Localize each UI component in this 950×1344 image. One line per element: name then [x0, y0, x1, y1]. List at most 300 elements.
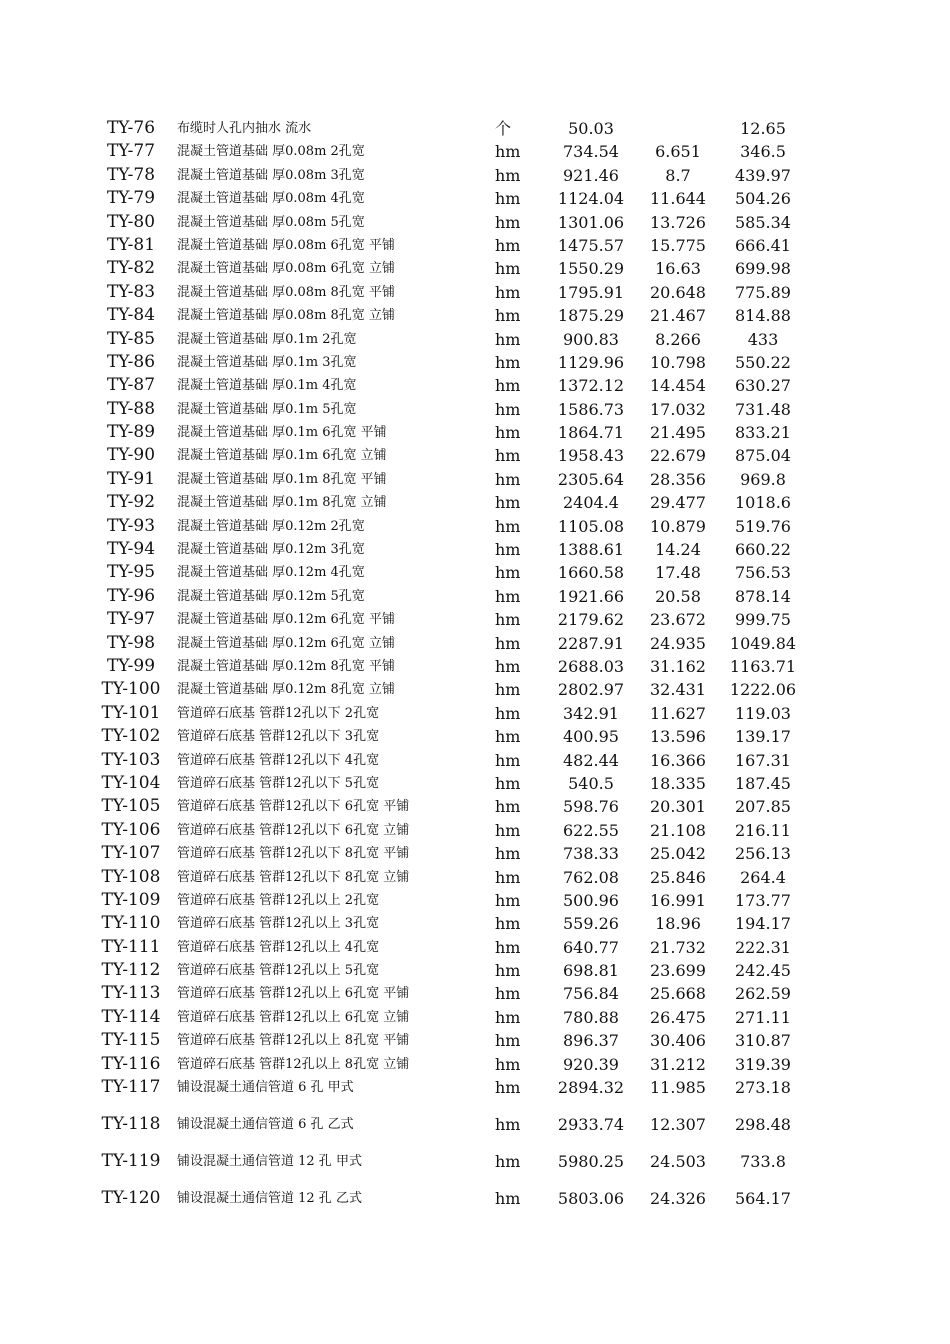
description-cell: 混凝土管道基础 厚0.08m 2孔宽: [177, 144, 365, 160]
description-cell: 铺设混凝土通信管道 12 孔 乙式: [177, 1191, 362, 1207]
unit-cell: hm: [495, 282, 521, 302]
table-row: [0, 281, 950, 304]
value-2-cell: 14.24: [655, 540, 701, 560]
unit-cell: hm: [495, 867, 521, 887]
description-cell: 混凝土管道基础 厚0.08m 4孔宽: [177, 191, 365, 207]
value-2-cell: 10.798: [650, 352, 706, 372]
value-3-cell: 242.45: [735, 961, 791, 981]
value-1-cell: 5980.25: [557, 1152, 625, 1172]
unit-cell: hm: [495, 469, 521, 489]
code-cell: TY-79: [106, 188, 156, 209]
value-1-cell: 1301.06: [557, 212, 625, 232]
unit-cell: hm: [495, 680, 521, 700]
value-2-cell: 11.985: [650, 1078, 706, 1098]
value-2-cell: 16.366: [650, 750, 706, 770]
value-2-cell: 17.032: [650, 399, 706, 419]
value-1-cell: 1864.71: [557, 423, 625, 443]
code-cell: TY-102: [101, 726, 161, 747]
value-1-cell: 920.39: [563, 1054, 619, 1074]
table-row: [0, 1150, 950, 1187]
description-cell: 混凝土管道基础 厚0.08m 6孔宽 平铺: [177, 237, 395, 253]
code-cell: TY-113: [101, 983, 161, 1004]
description-cell: 混凝土管道基础 厚0.1m 3孔宽: [177, 354, 357, 370]
description-cell: 混凝土管道基础 厚0.08m 8孔宽 平铺: [177, 284, 395, 300]
unit-cell: hm: [495, 656, 521, 676]
unit-cell: hm: [495, 563, 521, 583]
description-cell: 混凝土管道基础 厚0.12m 4孔宽: [177, 565, 365, 581]
value-2-cell: 28.356: [650, 469, 706, 489]
table-row: [0, 1187, 950, 1224]
unit-cell: hm: [495, 1115, 521, 1135]
code-cell: TY-91: [106, 468, 156, 489]
value-1-cell: 1550.29: [557, 259, 625, 279]
unit-cell: hm: [495, 914, 521, 934]
table-row: [0, 632, 950, 655]
code-cell: TY-111: [101, 936, 161, 957]
description-cell: 铺设混凝土通信管道 6 孔 甲式: [177, 1080, 354, 1096]
value-3-cell: 660.22: [735, 540, 791, 560]
table-row: [0, 421, 950, 444]
code-cell: TY-120: [101, 1188, 161, 1209]
table-row: [0, 1053, 950, 1076]
table-row: [0, 351, 950, 374]
value-1-cell: 734.54: [563, 142, 619, 162]
value-1-cell: 1475.57: [557, 235, 625, 255]
table-row: [0, 117, 950, 140]
description-cell: 混凝土管道基础 厚0.1m 6孔宽 立铺: [177, 448, 387, 464]
description-cell: 管道碎石底基 管群12孔以上 2孔宽: [177, 892, 380, 908]
table-row: [0, 655, 950, 678]
quota-table: [0, 117, 950, 1224]
table-row: [0, 936, 950, 959]
value-3-cell: 433: [747, 329, 779, 349]
table-row: [0, 538, 950, 561]
value-3-cell: 1049.84: [729, 633, 797, 653]
value-3-cell: 222.31: [735, 937, 791, 957]
code-cell: TY-112: [101, 960, 161, 981]
value-2-cell: 21.108: [650, 820, 706, 840]
unit-cell: hm: [495, 984, 521, 1004]
unit-cell: hm: [495, 1031, 521, 1051]
value-3-cell: 775.89: [735, 282, 791, 302]
value-2-cell: 16.991: [650, 890, 706, 910]
value-3-cell: 319.39: [735, 1054, 791, 1074]
code-cell: TY-85: [106, 328, 156, 349]
unit-cell: hm: [495, 306, 521, 326]
table-row: [0, 257, 950, 280]
value-1-cell: 900.83: [563, 329, 619, 349]
value-1-cell: 1875.29: [557, 306, 625, 326]
value-3-cell: 878.14: [735, 586, 791, 606]
value-2-cell: 23.672: [650, 610, 706, 630]
table-row: [0, 678, 950, 701]
value-3-cell: 550.22: [735, 352, 791, 372]
value-1-cell: 540.5: [568, 773, 614, 793]
unit-cell: hm: [495, 423, 521, 443]
description-cell: 混凝土管道基础 厚0.1m 5孔宽: [177, 401, 357, 417]
description-cell: 管道碎石底基 管群12孔以上 5孔宽: [177, 963, 380, 979]
value-1-cell: 500.96: [563, 890, 619, 910]
description-cell: 混凝土管道基础 厚0.12m 6孔宽 立铺: [177, 635, 395, 651]
value-1-cell: 1372.12: [557, 376, 625, 396]
value-1-cell: 2287.91: [557, 633, 625, 653]
value-3-cell: 167.31: [735, 750, 791, 770]
value-2-cell: 20.648: [650, 282, 706, 302]
value-1-cell: 896.37: [563, 1031, 619, 1051]
unit-cell: hm: [495, 399, 521, 419]
description-cell: 管道碎石底基 管群12孔以下 2孔宽: [177, 705, 380, 721]
value-3-cell: 756.53: [735, 563, 791, 583]
value-2-cell: 24.935: [650, 633, 706, 653]
value-2-cell: 22.679: [650, 446, 706, 466]
unit-cell: hm: [495, 727, 521, 747]
table-row: [0, 819, 950, 842]
value-1-cell: 598.76: [563, 797, 619, 817]
code-cell: TY-89: [106, 422, 156, 443]
value-3-cell: 585.34: [735, 212, 791, 232]
table-row: [0, 725, 950, 748]
unit-cell: hm: [495, 235, 521, 255]
code-cell: TY-100: [101, 679, 161, 700]
unit-cell: hm: [495, 750, 521, 770]
code-cell: TY-105: [101, 796, 161, 817]
description-cell: 铺设混凝土通信管道 6 孔 乙式: [177, 1117, 354, 1133]
unit-cell: hm: [495, 212, 521, 232]
description-cell: 管道碎石底基 管群12孔以上 6孔宽 立铺: [177, 1009, 410, 1025]
table-row: [0, 398, 950, 421]
description-cell: 管道碎石底基 管群12孔以下 5孔宽: [177, 775, 380, 791]
value-1-cell: 762.08: [563, 867, 619, 887]
value-2-cell: 15.775: [650, 235, 706, 255]
value-2-cell: 13.726: [650, 212, 706, 232]
value-2-cell: 13.596: [650, 727, 706, 747]
value-3-cell: 564.17: [735, 1189, 791, 1209]
unit-cell: hm: [495, 937, 521, 957]
table-row: [0, 328, 950, 351]
unit-cell: hm: [495, 586, 521, 606]
value-2-cell: 25.042: [650, 844, 706, 864]
value-2-cell: 23.699: [650, 961, 706, 981]
code-cell: TY-77: [106, 141, 156, 162]
value-2-cell: 21.495: [650, 423, 706, 443]
table-row: [0, 561, 950, 584]
value-1-cell: 698.81: [563, 961, 619, 981]
description-cell: 布缆时人孔内抽水 流水: [177, 121, 312, 136]
code-cell: TY-83: [106, 281, 156, 302]
description-cell: 管道碎石底基 管群12孔以下 4孔宽: [177, 752, 380, 768]
unit-cell: hm: [495, 1078, 521, 1098]
value-2-cell: 21.732: [650, 937, 706, 957]
code-cell: TY-86: [106, 351, 156, 372]
value-1-cell: 1958.43: [557, 446, 625, 466]
table-row: [0, 468, 950, 491]
value-3-cell: 630.27: [735, 376, 791, 396]
table-row: [0, 164, 950, 187]
value-3-cell: 1163.71: [729, 656, 797, 676]
value-3-cell: 814.88: [735, 306, 791, 326]
value-1-cell: 2933.74: [557, 1115, 625, 1135]
description-cell: 管道碎石底基 管群12孔以上 4孔宽: [177, 939, 380, 955]
table-row: [0, 1006, 950, 1029]
code-cell: TY-104: [101, 772, 161, 793]
table-row: [0, 1029, 950, 1052]
description-cell: 混凝土管道基础 厚0.12m 8孔宽 平铺: [177, 658, 395, 674]
value-3-cell: 310.87: [735, 1031, 791, 1051]
code-cell: TY-116: [101, 1053, 161, 1074]
unit-cell: hm: [495, 1054, 521, 1074]
value-2-cell: 14.454: [650, 376, 706, 396]
code-cell: TY-90: [106, 445, 156, 466]
table-row: [0, 187, 950, 210]
value-2-cell: 18.96: [655, 914, 701, 934]
code-cell: TY-78: [106, 164, 156, 185]
value-2-cell: 11.644: [650, 189, 706, 209]
value-3-cell: 298.48: [735, 1115, 791, 1135]
code-cell: TY-107: [101, 843, 161, 864]
description-cell: 混凝土管道基础 厚0.1m 2孔宽: [177, 331, 357, 347]
value-1-cell: 780.88: [563, 1007, 619, 1027]
unit-cell: hm: [495, 165, 521, 185]
value-1-cell: 640.77: [563, 937, 619, 957]
value-3-cell: 1018.6: [735, 493, 791, 513]
value-1-cell: 2179.62: [557, 610, 625, 630]
code-cell: TY-118: [101, 1114, 161, 1135]
table-row: [0, 889, 950, 912]
unit-cell: hm: [495, 540, 521, 560]
table-row: [0, 795, 950, 818]
description-cell: 混凝土管道基础 厚0.1m 4孔宽: [177, 378, 357, 394]
table-row: [0, 234, 950, 257]
value-2-cell: 31.212: [650, 1054, 706, 1074]
value-2-cell: 20.301: [650, 797, 706, 817]
value-3-cell: 173.77: [735, 890, 791, 910]
value-2-cell: 31.162: [650, 656, 706, 676]
table-row: [0, 608, 950, 631]
description-cell: 混凝土管道基础 厚0.12m 3孔宽: [177, 542, 365, 558]
table-row: [0, 982, 950, 1005]
value-2-cell: 18.335: [650, 773, 706, 793]
table-row: [0, 444, 950, 467]
code-cell: TY-76: [106, 118, 156, 138]
value-2-cell: 29.477: [650, 493, 706, 513]
value-1-cell: 1388.61: [557, 540, 625, 560]
value-1-cell: 2688.03: [557, 656, 625, 676]
value-1-cell: 50.03: [568, 119, 614, 138]
code-cell: TY-114: [101, 1006, 161, 1027]
value-1-cell: 342.91: [563, 703, 619, 723]
value-3-cell: 273.18: [735, 1078, 791, 1098]
value-1-cell: 2404.4: [563, 493, 619, 513]
value-1-cell: 921.46: [563, 165, 619, 185]
table-row: [0, 211, 950, 234]
description-cell: 混凝土管道基础 厚0.08m 5孔宽: [177, 214, 365, 230]
table-row: [0, 866, 950, 889]
value-2-cell: 8.7: [665, 165, 691, 185]
value-3-cell: 519.76: [735, 516, 791, 536]
unit-cell: hm: [495, 352, 521, 372]
value-3-cell: 833.21: [735, 423, 791, 443]
value-2-cell: 16.63: [655, 259, 701, 279]
code-cell: TY-84: [106, 305, 156, 326]
unit-cell: 个: [495, 119, 512, 138]
value-3-cell: 699.98: [735, 259, 791, 279]
value-2-cell: 30.406: [650, 1031, 706, 1051]
unit-cell: hm: [495, 703, 521, 723]
code-cell: TY-96: [106, 585, 156, 606]
unit-cell: hm: [495, 376, 521, 396]
value-1-cell: 1124.04: [557, 189, 625, 209]
value-2-cell: 24.503: [650, 1152, 706, 1172]
value-2-cell: 6.651: [655, 142, 701, 162]
unit-cell: hm: [495, 773, 521, 793]
table-row: [0, 515, 950, 538]
value-3-cell: 271.11: [735, 1007, 791, 1027]
unit-cell: hm: [495, 1152, 521, 1172]
code-cell: TY-82: [106, 258, 156, 279]
description-cell: 管道碎石底基 管群12孔以上 3孔宽: [177, 916, 380, 932]
value-2-cell: 11.627: [650, 703, 706, 723]
value-3-cell: 139.17: [735, 727, 791, 747]
value-2-cell: 17.48: [655, 563, 701, 583]
unit-cell: hm: [495, 890, 521, 910]
table-row: [0, 702, 950, 725]
code-cell: TY-97: [106, 609, 156, 630]
code-cell: TY-93: [106, 515, 156, 536]
value-3-cell: 264.4: [740, 867, 786, 887]
value-3-cell: 999.75: [735, 610, 791, 630]
value-1-cell: 1586.73: [557, 399, 625, 419]
description-cell: 混凝土管道基础 厚0.08m 8孔宽 立铺: [177, 308, 395, 324]
code-cell: TY-106: [101, 819, 161, 840]
unit-cell: hm: [495, 961, 521, 981]
value-2-cell: 8.266: [655, 329, 701, 349]
description-cell: 管道碎石底基 管群12孔以上 8孔宽 立铺: [177, 1056, 410, 1072]
unit-cell: hm: [495, 446, 521, 466]
description-cell: 混凝土管道基础 厚0.12m 8孔宽 立铺: [177, 682, 395, 698]
table-row: [0, 304, 950, 327]
description-cell: 铺设混凝土通信管道 12 孔 甲式: [177, 1154, 362, 1170]
unit-cell: hm: [495, 610, 521, 630]
value-1-cell: 756.84: [563, 984, 619, 1004]
code-cell: TY-80: [106, 211, 156, 232]
table-row: [0, 1113, 950, 1150]
value-1-cell: 482.44: [563, 750, 619, 770]
code-cell: TY-117: [101, 1077, 161, 1098]
value-3-cell: 733.8: [740, 1152, 786, 1172]
table-row: [0, 491, 950, 514]
value-3-cell: 969.8: [740, 469, 786, 489]
value-1-cell: 1795.91: [557, 282, 625, 302]
code-cell: TY-81: [106, 234, 156, 255]
description-cell: 混凝土管道基础 厚0.12m 6孔宽 平铺: [177, 612, 395, 628]
unit-cell: hm: [495, 820, 521, 840]
value-3-cell: 666.41: [735, 235, 791, 255]
value-2-cell: 26.475: [650, 1007, 706, 1027]
value-3-cell: 119.03: [735, 703, 791, 723]
table-row: [0, 912, 950, 935]
value-1-cell: 738.33: [563, 844, 619, 864]
code-cell: TY-95: [106, 562, 156, 583]
description-cell: 管道碎石底基 管群12孔以上 8孔宽 平铺: [177, 1033, 410, 1049]
value-1-cell: 622.55: [563, 820, 619, 840]
unit-cell: hm: [495, 259, 521, 279]
description-cell: 混凝土管道基础 厚0.12m 2孔宽: [177, 518, 365, 534]
code-cell: TY-92: [106, 492, 156, 513]
table-row: [0, 140, 950, 163]
table-row: [0, 959, 950, 982]
unit-cell: hm: [495, 329, 521, 349]
value-1-cell: 2802.97: [557, 680, 625, 700]
value-1-cell: 1921.66: [557, 586, 625, 606]
table-row: [0, 749, 950, 772]
description-cell: 管道碎石底基 管群12孔以下 8孔宽 平铺: [177, 846, 410, 862]
value-1-cell: 1129.96: [557, 352, 625, 372]
description-cell: 管道碎石底基 管群12孔以下 3孔宽: [177, 729, 380, 745]
code-cell: TY-88: [106, 398, 156, 419]
description-cell: 混凝土管道基础 厚0.1m 6孔宽 平铺: [177, 425, 387, 441]
description-cell: 管道碎石底基 管群12孔以上 6孔宽 平铺: [177, 986, 410, 1002]
description-cell: 管道碎石底基 管群12孔以下 8孔宽 立铺: [177, 869, 410, 885]
table-row: [0, 374, 950, 397]
value-1-cell: 559.26: [563, 914, 619, 934]
code-cell: TY-119: [101, 1151, 161, 1172]
table-row: [0, 772, 950, 795]
value-3-cell: 207.85: [735, 797, 791, 817]
code-cell: TY-99: [106, 655, 156, 676]
description-cell: 管道碎石底基 管群12孔以下 6孔宽 平铺: [177, 799, 410, 815]
unit-cell: hm: [495, 844, 521, 864]
value-2-cell: 24.326: [650, 1189, 706, 1209]
code-cell: TY-98: [106, 632, 156, 653]
unit-cell: hm: [495, 189, 521, 209]
code-cell: TY-110: [101, 913, 161, 934]
value-3-cell: 216.11: [735, 820, 791, 840]
description-cell: 管道碎石底基 管群12孔以下 6孔宽 立铺: [177, 822, 410, 838]
code-cell: TY-109: [101, 889, 161, 910]
unit-cell: hm: [495, 1189, 521, 1209]
unit-cell: hm: [495, 516, 521, 536]
value-3-cell: 439.97: [735, 165, 791, 185]
description-cell: 混凝土管道基础 厚0.08m 3孔宽: [177, 167, 365, 183]
table-row: [0, 585, 950, 608]
value-1-cell: 400.95: [563, 727, 619, 747]
value-3-cell: 875.04: [735, 446, 791, 466]
value-2-cell: 32.431: [650, 680, 706, 700]
value-1-cell: 1660.58: [557, 563, 625, 583]
value-1-cell: 1105.08: [557, 516, 625, 536]
value-3-cell: 504.26: [735, 189, 791, 209]
value-1-cell: 2894.32: [557, 1078, 625, 1098]
table-row: [0, 842, 950, 865]
table-row: [0, 1076, 950, 1113]
description-cell: 混凝土管道基础 厚0.1m 8孔宽 立铺: [177, 495, 387, 511]
value-1-cell: 5803.06: [557, 1189, 625, 1209]
value-2-cell: 10.879: [650, 516, 706, 536]
description-cell: 混凝土管道基础 厚0.1m 8孔宽 平铺: [177, 471, 387, 487]
value-3-cell: 256.13: [735, 844, 791, 864]
value-2-cell: 20.58: [655, 586, 701, 606]
value-3-cell: 346.5: [740, 142, 786, 162]
code-cell: TY-108: [101, 866, 161, 887]
unit-cell: hm: [495, 633, 521, 653]
value-3-cell: 1222.06: [729, 680, 797, 700]
code-cell: TY-87: [106, 375, 156, 396]
value-3-cell: 262.59: [735, 984, 791, 1004]
unit-cell: hm: [495, 797, 521, 817]
unit-cell: hm: [495, 142, 521, 162]
value-3-cell: 731.48: [735, 399, 791, 419]
value-1-cell: 2305.64: [557, 469, 625, 489]
